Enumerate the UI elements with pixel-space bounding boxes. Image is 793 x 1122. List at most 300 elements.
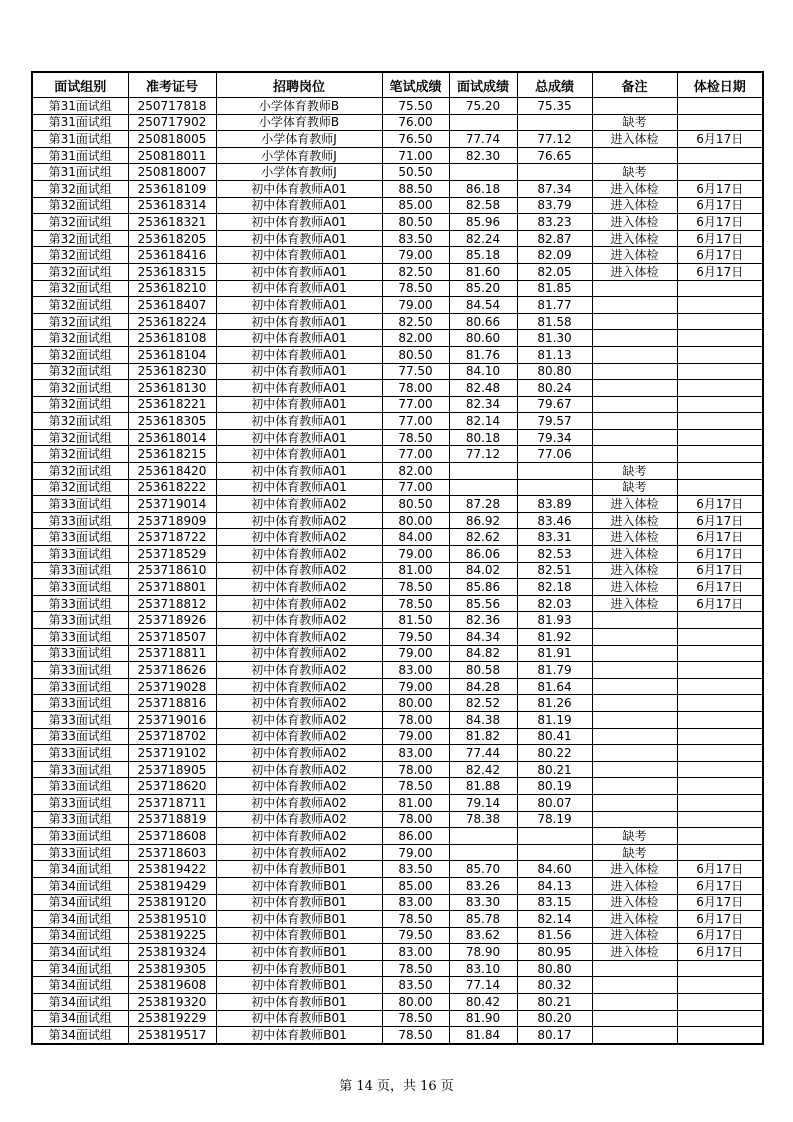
cell-exam-date [677,1027,763,1044]
cell-position: 小学体育教师J [216,131,382,148]
cell-position: 初中体育教师B01 [216,1027,382,1044]
cell-interview-score: 80.42 [449,994,517,1011]
cell-exam-date [677,994,763,1011]
cell-position: 初中体育教师A01 [216,463,382,480]
cell-remark: 进入体检 [592,263,677,280]
cell-exam-id: 253819608 [128,977,216,994]
cell-exam-date: 6月17日 [677,927,763,944]
table-row [32,1010,763,1027]
cell-position: 初中体育教师A02 [216,529,382,546]
cell-written-score: 78.50 [382,280,449,297]
cell-interview-score: 82.14 [449,413,517,430]
table-row [32,280,763,297]
cell-remark: 进入体检 [592,214,677,231]
cell-group: 第32面试组 [32,230,128,247]
table-header [32,72,763,98]
cell-written-score: 78.00 [382,380,449,397]
cell-interview-score: 81.76 [449,346,517,363]
cell-exam-id: 253618221 [128,396,216,413]
cell-total-score: 81.64 [517,678,592,695]
cell-remark [592,396,677,413]
cell-exam-id: 253718620 [128,778,216,795]
cell-total-score: 82.51 [517,562,592,579]
cell-position: 初中体育教师A02 [216,711,382,728]
cell-written-score: 84.00 [382,529,449,546]
cell-exam-id: 253618130 [128,380,216,397]
cell-position: 初中体育教师B01 [216,1010,382,1027]
cell-group: 第33面试组 [32,761,128,778]
table-row [32,645,763,662]
cell-position: 初中体育教师A01 [216,313,382,330]
cell-total-score [517,114,592,131]
cell-total-score: 80.21 [517,994,592,1011]
table-row [32,147,763,164]
cell-exam-id: 253719014 [128,496,216,513]
cell-position: 小学体育教师J [216,147,382,164]
header-total-score: 总成绩 [517,72,592,98]
table-row [32,363,763,380]
cell-exam-date [677,977,763,994]
cell-interview-score: 84.38 [449,711,517,728]
table-row [32,297,763,314]
header-remark: 备注 [592,72,677,98]
cell-written-score: 78.50 [382,1010,449,1027]
table-row [32,977,763,994]
cell-written-score: 79.00 [382,645,449,662]
cell-interview-score: 86.92 [449,512,517,529]
cell-remark: 缺考 [592,164,677,181]
cell-exam-date [677,645,763,662]
table-row [32,263,763,280]
cell-interview-score: 82.62 [449,529,517,546]
cell-written-score: 77.00 [382,396,449,413]
cell-group: 第33面试组 [32,711,128,728]
cell-exam-date [677,429,763,446]
cell-position: 初中体育教师A02 [216,496,382,513]
cell-exam-id: 253618108 [128,330,216,347]
cell-written-score: 80.50 [382,214,449,231]
cell-group: 第32面试组 [32,197,128,214]
cell-group: 第33面试组 [32,695,128,712]
cell-remark [592,662,677,679]
cell-written-score: 83.00 [382,662,449,679]
cell-total-score: 80.32 [517,977,592,994]
header-exam-id: 准考证号 [128,72,216,98]
cell-exam-id: 253719102 [128,745,216,762]
cell-total-score: 77.12 [517,131,592,148]
cell-exam-id: 253819517 [128,1027,216,1044]
cell-written-score: 80.00 [382,512,449,529]
cell-exam-date [677,960,763,977]
cell-exam-date [677,695,763,712]
cell-position: 初中体育教师A02 [216,811,382,828]
cell-exam-date: 6月17日 [677,214,763,231]
cell-exam-date: 6月17日 [677,595,763,612]
cell-interview-score: 86.06 [449,546,517,563]
cell-exam-date [677,446,763,463]
cell-position: 初中体育教师A02 [216,678,382,695]
header-position: 招聘岗位 [216,72,382,98]
table-row [32,828,763,845]
cell-exam-date [677,396,763,413]
table-row [32,662,763,679]
cell-written-score: 83.00 [382,894,449,911]
cell-exam-date [677,1010,763,1027]
cell-group: 第33面试组 [32,496,128,513]
table-row [32,313,763,330]
cell-written-score: 83.50 [382,977,449,994]
cell-exam-date: 6月17日 [677,562,763,579]
cell-interview-score: 77.12 [449,446,517,463]
table-row [32,562,763,579]
cell-exam-id: 253718626 [128,662,216,679]
cell-interview-score: 85.70 [449,861,517,878]
cell-exam-id: 253618104 [128,346,216,363]
cell-remark: 进入体检 [592,877,677,894]
cell-total-score: 84.60 [517,861,592,878]
cell-written-score: 78.00 [382,811,449,828]
cell-exam-date: 6月17日 [677,512,763,529]
cell-total-score [517,844,592,861]
cell-interview-score: 81.88 [449,778,517,795]
cell-exam-date [677,98,763,115]
cell-total-score: 80.21 [517,761,592,778]
cell-interview-score: 82.58 [449,197,517,214]
cell-exam-date [677,147,763,164]
cell-total-score: 82.03 [517,595,592,612]
cell-written-score: 81.00 [382,794,449,811]
cell-interview-score: 82.48 [449,380,517,397]
cell-total-score: 76.65 [517,147,592,164]
cell-exam-date [677,844,763,861]
cell-remark: 缺考 [592,114,677,131]
cell-total-score: 81.26 [517,695,592,712]
cell-group: 第34面试组 [32,944,128,961]
table-row [32,164,763,181]
cell-total-score: 83.15 [517,894,592,911]
cell-exam-date: 6月17日 [677,263,763,280]
cell-written-score: 76.00 [382,114,449,131]
cell-exam-date: 6月17日 [677,911,763,928]
cell-written-score: 79.50 [382,629,449,646]
cell-interview-score: 82.24 [449,230,517,247]
cell-total-score: 81.93 [517,612,592,629]
header-interview-score: 面试成绩 [449,72,517,98]
cell-position: 初中体育教师A01 [216,230,382,247]
cell-exam-date [677,297,763,314]
cell-interview-score [449,844,517,861]
score-table [31,71,764,1045]
cell-written-score: 79.00 [382,728,449,745]
cell-interview-score: 84.54 [449,297,517,314]
cell-position: 初中体育教师A02 [216,546,382,563]
cell-exam-date: 6月17日 [677,861,763,878]
cell-total-score: 83.79 [517,197,592,214]
cell-total-score: 80.22 [517,745,592,762]
cell-written-score: 78.50 [382,429,449,446]
cell-exam-date [677,745,763,762]
cell-position: 初中体育教师A01 [216,429,382,446]
cell-total-score: 82.87 [517,230,592,247]
cell-total-score: 80.41 [517,728,592,745]
cell-position: 初中体育教师B01 [216,894,382,911]
cell-total-score: 81.13 [517,346,592,363]
cell-remark [592,711,677,728]
cell-exam-date [677,728,763,745]
cell-total-score: 81.79 [517,662,592,679]
cell-group: 第33面试组 [32,612,128,629]
cell-exam-date: 6月17日 [677,496,763,513]
table-row [32,911,763,928]
table-row [32,529,763,546]
cell-remark [592,346,677,363]
cell-exam-id: 253719016 [128,711,216,728]
cell-exam-id: 253819320 [128,994,216,1011]
cell-remark [592,147,677,164]
cell-total-score: 79.34 [517,429,592,446]
cell-interview-score: 82.36 [449,612,517,629]
cell-remark: 进入体检 [592,529,677,546]
cell-exam-id: 253819422 [128,861,216,878]
cell-interview-score: 81.82 [449,728,517,745]
cell-written-score: 83.00 [382,944,449,961]
cell-exam-date [677,479,763,496]
cell-exam-id: 253718702 [128,728,216,745]
cell-group: 第34面试组 [32,894,128,911]
cell-exam-date [677,164,763,181]
cell-total-score [517,828,592,845]
cell-position: 初中体育教师B01 [216,877,382,894]
table-row [32,579,763,596]
cell-interview-score: 78.90 [449,944,517,961]
header-exam-date: 体检日期 [677,72,763,98]
cell-written-score: 78.50 [382,960,449,977]
cell-exam-id: 253718812 [128,595,216,612]
cell-group: 第33面试组 [32,546,128,563]
cell-exam-id: 253718926 [128,612,216,629]
cell-total-score: 81.56 [517,927,592,944]
cell-exam-date [677,363,763,380]
cell-exam-date: 6月17日 [677,230,763,247]
cell-interview-score: 86.18 [449,180,517,197]
cell-group: 第33面试组 [32,778,128,795]
cell-written-score: 75.50 [382,98,449,115]
cell-interview-score: 85.96 [449,214,517,231]
table-row [32,711,763,728]
cell-position: 初中体育教师A02 [216,778,382,795]
cell-exam-date: 6月17日 [677,894,763,911]
cell-group: 第34面试组 [32,911,128,928]
cell-position: 初中体育教师A01 [216,197,382,214]
cell-remark [592,363,677,380]
cell-exam-date [677,330,763,347]
cell-position: 初中体育教师B01 [216,861,382,878]
cell-written-score: 78.50 [382,579,449,596]
cell-group: 第34面试组 [32,877,128,894]
cell-exam-date [677,629,763,646]
table-row [32,230,763,247]
cell-total-score [517,463,592,480]
cell-group: 第33面试组 [32,811,128,828]
cell-interview-score: 81.90 [449,1010,517,1027]
cell-position: 初中体育教师A01 [216,247,382,264]
cell-position: 初中体育教师A02 [216,595,382,612]
cell-interview-score: 85.18 [449,247,517,264]
cell-exam-id: 250818007 [128,164,216,181]
cell-exam-id: 253618222 [128,479,216,496]
cell-group: 第33面试组 [32,678,128,695]
cell-exam-date [677,114,763,131]
cell-group: 第32面试组 [32,297,128,314]
cell-exam-date [677,778,763,795]
cell-group: 第33面试组 [32,562,128,579]
cell-interview-score: 85.86 [449,579,517,596]
table-row [32,844,763,861]
cell-written-score: 78.50 [382,911,449,928]
cell-remark [592,413,677,430]
cell-remark [592,977,677,994]
cell-interview-score [449,479,517,496]
cell-total-score: 77.06 [517,446,592,463]
cell-position: 初中体育教师A01 [216,263,382,280]
cell-exam-id: 253819225 [128,927,216,944]
cell-written-score: 82.00 [382,330,449,347]
cell-written-score: 78.50 [382,778,449,795]
cell-position: 初中体育教师A02 [216,662,382,679]
cell-remark [592,645,677,662]
cell-position: 初中体育教师A02 [216,761,382,778]
table-row [32,761,763,778]
cell-total-score: 82.18 [517,579,592,596]
cell-interview-score: 82.30 [449,147,517,164]
cell-group: 第34面试组 [32,1010,128,1027]
cell-exam-id: 253719028 [128,678,216,695]
table-row [32,380,763,397]
cell-interview-score: 80.60 [449,330,517,347]
cell-interview-score: 78.38 [449,811,517,828]
cell-position: 初中体育教师A01 [216,413,382,430]
table-row [32,778,763,795]
table-row [32,114,763,131]
cell-position: 初中体育教师A02 [216,828,382,845]
cell-total-score: 80.24 [517,380,592,397]
cell-group: 第33面试组 [32,662,128,679]
cell-group: 第32面试组 [32,214,128,231]
cell-group: 第32面试组 [32,346,128,363]
table-row [32,994,763,1011]
cell-total-score [517,479,592,496]
cell-total-score: 82.09 [517,247,592,264]
cell-remark [592,612,677,629]
cell-position: 初中体育教师A01 [216,446,382,463]
cell-group: 第33面试组 [32,595,128,612]
cell-exam-date [677,280,763,297]
cell-remark [592,313,677,330]
cell-interview-score: 83.62 [449,927,517,944]
cell-written-score: 83.00 [382,745,449,762]
table-row [32,98,763,115]
cell-total-score: 80.95 [517,944,592,961]
cell-group: 第32面试组 [32,330,128,347]
cell-position: 初中体育教师A02 [216,728,382,745]
table-row [32,479,763,496]
cell-remark: 缺考 [592,828,677,845]
cell-exam-id: 253819510 [128,911,216,928]
header-row [32,72,763,98]
cell-written-score: 78.00 [382,711,449,728]
cell-remark: 进入体检 [592,512,677,529]
cell-position: 初中体育教师A02 [216,794,382,811]
cell-exam-id: 253819429 [128,877,216,894]
cell-exam-date: 6月17日 [677,944,763,961]
cell-interview-score: 81.60 [449,263,517,280]
cell-position: 初中体育教师A01 [216,297,382,314]
cell-exam-date: 6月17日 [677,197,763,214]
cell-written-score: 81.00 [382,562,449,579]
cell-written-score: 83.50 [382,230,449,247]
cell-written-score: 82.50 [382,313,449,330]
header-written-score: 笔试成绩 [382,72,449,98]
cell-position: 初中体育教师A01 [216,479,382,496]
cell-remark: 进入体检 [592,131,677,148]
cell-remark [592,794,677,811]
cell-interview-score: 83.10 [449,960,517,977]
cell-group: 第33面试组 [32,794,128,811]
table-row [32,861,763,878]
cell-exam-id: 253718603 [128,844,216,861]
cell-exam-date: 6月17日 [677,529,763,546]
cell-total-score: 81.19 [517,711,592,728]
cell-interview-score: 85.56 [449,595,517,612]
cell-total-score: 81.58 [517,313,592,330]
cell-group: 第34面试组 [32,1027,128,1044]
cell-remark: 进入体检 [592,562,677,579]
cell-total-score: 75.35 [517,98,592,115]
cell-remark: 进入体检 [592,894,677,911]
cell-remark: 进入体检 [592,911,677,928]
cell-position: 初中体育教师A01 [216,330,382,347]
cell-position: 初中体育教师A02 [216,745,382,762]
cell-exam-id: 250717902 [128,114,216,131]
cell-exam-id: 253618205 [128,230,216,247]
cell-group: 第34面试组 [32,977,128,994]
cell-exam-id: 253618321 [128,214,216,231]
cell-written-score: 79.00 [382,546,449,563]
cell-interview-score: 84.02 [449,562,517,579]
cell-exam-date [677,380,763,397]
cell-remark: 进入体检 [592,579,677,596]
cell-interview-score: 80.66 [449,313,517,330]
table-row [32,396,763,413]
cell-position: 初中体育教师A02 [216,645,382,662]
cell-exam-id: 253718816 [128,695,216,712]
table-row [32,960,763,977]
cell-written-score: 79.00 [382,678,449,695]
cell-position: 初中体育教师A01 [216,380,382,397]
cell-group: 第31面试组 [32,114,128,131]
cell-exam-id: 250717818 [128,98,216,115]
cell-exam-date [677,413,763,430]
cell-written-score: 85.00 [382,197,449,214]
cell-interview-score: 85.20 [449,280,517,297]
cell-interview-score: 81.84 [449,1027,517,1044]
cell-exam-date [677,811,763,828]
cell-total-score: 81.77 [517,297,592,314]
cell-total-score: 81.91 [517,645,592,662]
cell-exam-date [677,612,763,629]
cell-remark [592,960,677,977]
cell-total-score: 83.89 [517,496,592,513]
